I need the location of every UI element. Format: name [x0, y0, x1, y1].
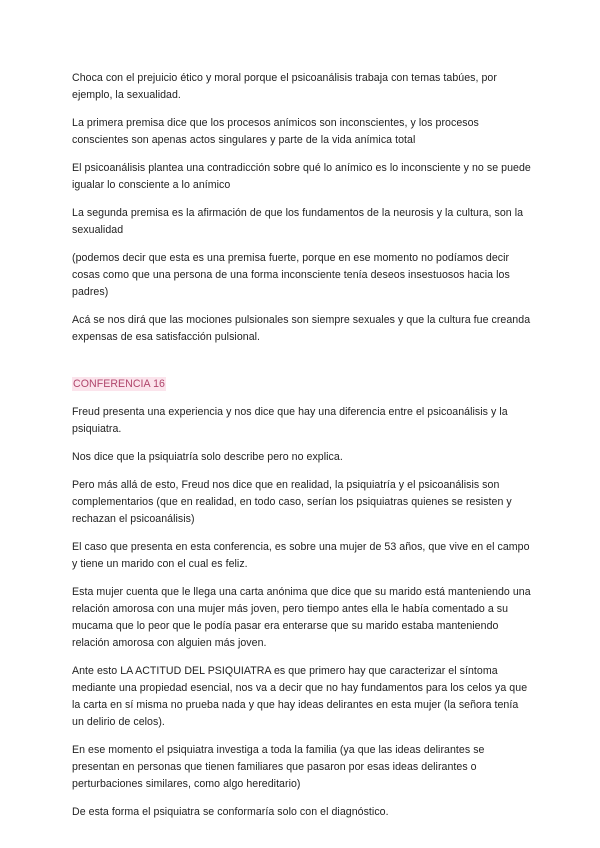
paragraph: Ante esto LA ACTITUD DEL PSIQUIATRA es que primero hay que caracterizar el síntoma mediante una propiedad esencial, nos va a decir que no hay fundamentos para los celos ya que la carta en sí misma no prueba nada y que hay ideas delirantes en esta mujer (la señora tenía un delirio de celos). [72, 665, 528, 728]
paragraph: La primera premisa dice que los procesos anímicos son inconscientes, y los procesos conscientes son apenas actos singulares y parte de la vida anímica total [72, 117, 479, 146]
paragraph: En ese momento el psiquiatra investiga a toda la familia (ya que las ideas delirantes se presentan en personas que tienen familiares que pasaron por esas ideas delirantes o perturbaciones similares, como algo hereditario) [72, 744, 485, 790]
paragraph: Nos dice que la psiquiatría solo describe pero no explica. [72, 451, 343, 463]
paragraph: El psicoanálisis plantea una contradicción sobre qué lo anímico es lo inconsciente y no se puede igualar lo consciente a lo anímico [72, 162, 531, 191]
heading-highlight: CONFERENCIA 16 [73, 378, 165, 390]
document-page [72, 70, 532, 821]
paragraph: Esta mujer cuenta que le llega una carta anónima que dice que su marido está manteniendo una relación amorosa con una mujer más joven, pero tiempo antes ella le había comentado a su mucama que lo peor que le podía pasar era enterarse que su marido estaba manteniendo relación amorosa con alguien más joven. [72, 586, 531, 649]
paragraph: (podemos decir que esta es una premisa fuerte, porque en ese momento no podíamos decir cosas como que una persona de una forma inconsciente tenía deseos insestuosos hacia los padres) [72, 252, 510, 298]
paragraph: Choca con el prejuicio ético y moral porque el psicoanálisis trabaja con temas tabúes, por ejemplo, la sexualidad. [72, 72, 497, 101]
section-heading [72, 376, 532, 393]
paragraph: De esta forma el psiquiatra se conformaría solo con el diagnóstico. [72, 806, 389, 818]
paragraph: Pero más allá de esto, Freud nos dice que en realidad, la psiquiatría y el psicoanálisis son complementarios (que en realidad, en todo caso, serían los psiquiatras quienes se resisten y rechazan el psicoanálisis) [72, 479, 512, 525]
paragraph: Acá se nos dirá que las mociones pulsionales son siempre sexuales y que la cultura fue creanda expensas de esa satisfacción pulsional. [72, 314, 531, 343]
paragraph: La segunda premisa es la afirmación de que los fundamentos de la neurosis y la cultura, son la sexualidad [72, 207, 524, 236]
paragraph: Freud presenta una experiencia y nos dice que hay una diferencia entre el psicoanálisis y la psiquiatra. [72, 406, 508, 435]
paragraph: El caso que presenta en esta conferencia, es sobre una mujer de 53 años, que vive en el campo y tiene un marido con el cual es feliz. [72, 541, 530, 570]
